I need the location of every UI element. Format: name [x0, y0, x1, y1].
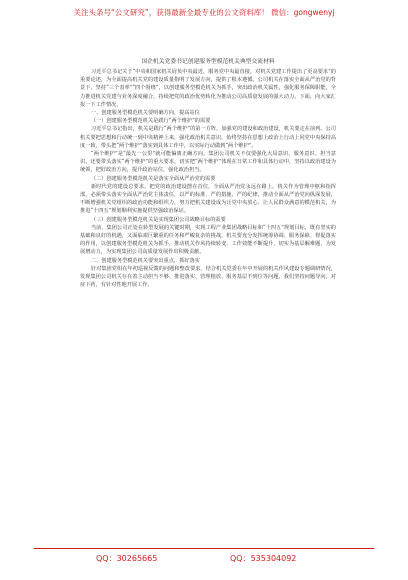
document-title: 国企机关党委书记创建服务型模范机关典型交流材料 [141, 59, 275, 65]
subsection-heading: （一）创建服务型模范机关是践行“两个维护”的需要 [90, 118, 211, 125]
section-heading: 二、创建服务型模范机关要突出重点，抓好落实 [90, 257, 200, 264]
qq-contact: QQ：30265665 [96, 554, 158, 563]
promo-banner: 关注头条号“公文研究”，获得最新全最专业的公文资料库！ 微信：gongwenyj [73, 8, 335, 17]
qq-group-contact: QQ：535304092 [230, 554, 297, 563]
body-paragraph: 新时代党的建设总要求，把党的政治建设摆在首位，全面从严治党永远在路上。机关作为管理中枢和指挥部，必须带头落实全面从严治党主体责任，以严的标准、严的措施、严的纪律，推动全面从严治党向纵深发展，不断增强机关党组织的政治功能和组织力，努力把机关建设成为让党中央放心、让人民群众满意的模范机关，为推进“十四五”规划顺利实施提供坚强政治保证。 [80, 183, 336, 215]
body-paragraph: 针对集团党组在年初巡视反馈的问题和整改要求，结合机关党委在年中开展的机关作风建设专题调研情况，发现集团公司机关存在着主动担当不够、推进落实、管理粗放、服务基层不到位等问题，我们坚持问题导向，对症下药，有针对性地开展工作。 [80, 265, 336, 289]
body-paragraph: 习近平总书记关于“中央和国家机关肩负中央最近，服务党中央最直接，对机关党建工作提出了更高要求”的重要论述，为全面提高机关党的建设质量指明了发展方向，提供了根本遵循。公司机关在落实全面从严治党的背景下，坚持“三个表率”“四个围绕”，以创建服务型模范机关为抓手，突出政治机关属性，强化服务保障职能，全力推进机关党建与业务深度融合，持续把党的政治优势转化为推动公司高质量发展的强大动力。下面，向大家汇报一下工作情况。 [80, 69, 336, 108]
footer-divider [34, 548, 374, 549]
section-heading: 一、创建服务型模范机关要明确方向，提高站位 [90, 110, 200, 117]
body-paragraph: 习近平总书记指出，机关是践行“两个维护”的第一方阵，加强党的建设和政治建设，机关要走在前列。公司机关要把思想和行动统一到中央精神上来，强化政治机关意识，始终坚持在思想上政治上行动上同党中央保持高度一致，带头把“两个维护”落实到具体工作中，以实际行动做到“两个维护”。 [80, 126, 336, 149]
document-body [80, 58, 336, 289]
subsection-heading: （三）创建服务型模范机关是实现集团公司战略目标的需要 [90, 216, 226, 223]
body-paragraph: 当前，集团公司正处在转型发展的关键时期，实现工程产业集团战略目标和“十四五”规划目标，既有坚实的基础和良好的机遇，又面临艰巨繁重的任务和严峻复杂的挑战。机关要充分发挥统筹协调、服务保障、督促落实的作用，以创建服务型模范机关为抓手，推动机关作风持续转变、工作效能不断提升，切实为基层解难题、为发展增动力，为实现集团公司高质量发展作出积极贡献。 [80, 224, 336, 256]
contact-footer [0, 546, 408, 570]
subsection-heading: （二）创建服务型模范机关是落实全面从严治党的需要 [90, 175, 216, 182]
body-paragraph: “两个维护”是“最先一公里”就可能偏离正确方向。集团公司机关不仅要强化大局意识、服务意识、担当意识，还要带头落实“两个维护”的重大要求，切实把“两个维护”体现在日常工作和具体行动中，坚持以政治建设为统领，把好政治方向，提升政治站位，强化政治担当。 [80, 151, 336, 174]
